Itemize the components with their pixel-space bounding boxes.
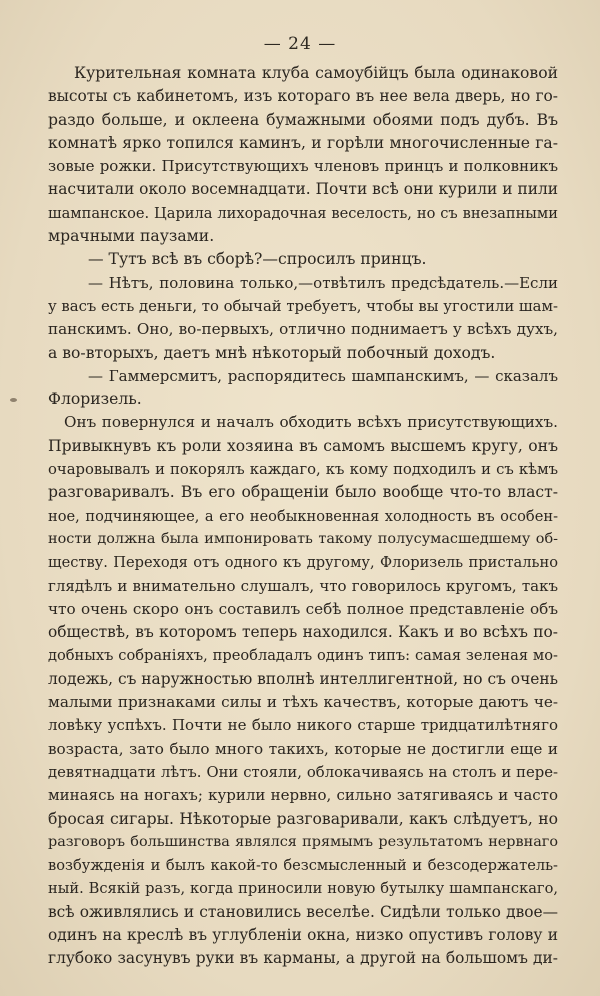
text-line: Привыкнувъ къ роли хозяина въ самомъ высшемъ кругу, онъ (48, 436, 558, 455)
text-line: добныхъ собраніяхъ, преобладалъ одинъ типъ: самая зеленая мо- (48, 647, 558, 665)
text-line: лодежь, съ наружностью вполнѣ интеллигентной, но съ очень (48, 669, 558, 688)
text-line: высоты съ кабинетомъ, изъ котораго въ нее вела дверь, но го- (48, 87, 558, 106)
text-line: Флоризель. (48, 390, 142, 409)
text-line: очаровывалъ и покорялъ каждаго, къ кому подходилъ и съ кѣмъ (48, 461, 558, 479)
text-line: что очень скоро онъ составилъ себѣ полное представленіе объ (48, 599, 558, 618)
text-line: малыми признаками силы и тѣхъ качествъ, которые даютъ че- (48, 693, 558, 712)
text-line: у васъ есть деньги, то обычай требуетъ, чтобы вы угостили шам- (48, 297, 558, 315)
text-line: ществу. Переходя отъ одного къ другому, Флоризель пристально (48, 554, 558, 572)
ink-blot (10, 398, 17, 402)
text-line: комнатѣ ярко топился каминъ, и горѣли многочисленные га- (48, 133, 558, 152)
text-line: зовые рожки. Присутствующихъ членовъ принцъ и полковникъ (48, 157, 558, 176)
page-number: — 24 — (263, 34, 337, 54)
text-line: мрачными паузами. (48, 227, 215, 246)
text-line: одинъ на креслѣ въ углубленіи окна, низко опустивъ голову и (48, 925, 558, 944)
text-line: глубоко засунувъ руки въ карманы, а другой на большомъ ди- (48, 949, 558, 968)
text-line: насчитали около восемнадцати. Почти всѣ они курили и пили (48, 180, 558, 199)
text-line: шампанское. Царила лихорадочная веселость, но съ внезапными (48, 204, 558, 222)
text-line: ности должна была импонировать такому полусумасшедшему об- (48, 530, 558, 547)
body-text (48, 62, 558, 971)
text-line: всѣ оживлялись и становились веселѣе. Сидѣли только двое— (48, 902, 558, 921)
text-line: — Гаммерсмитъ, распорядитесь шампанскимъ, — сказалъ (88, 366, 558, 385)
text-line: ловѣку успѣхъ. Почти не было никого старше тридцатилѣтняго (48, 716, 558, 735)
text-line: обществѣ, въ которомъ теперь находился. Какъ и во всѣхъ по- (48, 623, 558, 642)
text-line: ное, подчиняющее, а его необыкновенная холодность въ особен- (48, 507, 558, 525)
text-line: возбужденія и былъ какой-то безсмысленный и безсодержатель- (48, 857, 558, 875)
text-line: а во-вторыхъ, даетъ мнѣ нѣкоторый побочный доходъ. (48, 343, 496, 362)
text-line: — Нѣтъ, половина только,—отвѣтилъ предсѣдатель.—Если (88, 273, 558, 292)
text-line: разговаривалъ. Въ его обращеніи было вообще что-то власт- (48, 483, 558, 502)
text-line: раздо больше, и оклеена бумажными обоями подъ дубъ. Въ (48, 110, 558, 129)
text-line: минаясь на ногахъ; курили нервно, сильно затягиваясь и часто (48, 786, 558, 805)
text-line: — Тутъ всѣ въ сборѣ?—спросилъ принцъ. (88, 250, 427, 269)
text-line: бросая сигары. Нѣкоторые разговаривали, какъ слѣдуетъ, но (48, 809, 558, 828)
text-line: Онъ повернулся и началъ обходить всѣхъ присутствующихъ. (64, 413, 558, 432)
text-line: панскимъ. Оно, во-первыхъ, отлично поднимаетъ у всѣхъ духъ, (48, 320, 558, 339)
text-line: возраста, зато было много такихъ, которые не достигли еще и (48, 739, 558, 758)
text-line: глядѣлъ и внимательно слушалъ, что говорилось кругомъ, такъ (48, 576, 558, 595)
text-line: девятнадцати лѣтъ. Они стояли, облокачиваясь на столъ и пере- (48, 763, 558, 781)
text-line: Курительная комната клуба самоубійцъ была одинаковой (74, 64, 558, 82)
text-line: ный. Всякій разъ, когда приносили новую бутылку шампанскаго, (48, 880, 558, 898)
text-line: разговоръ большинства являлся прямымъ результатомъ нервнаго (48, 833, 558, 850)
